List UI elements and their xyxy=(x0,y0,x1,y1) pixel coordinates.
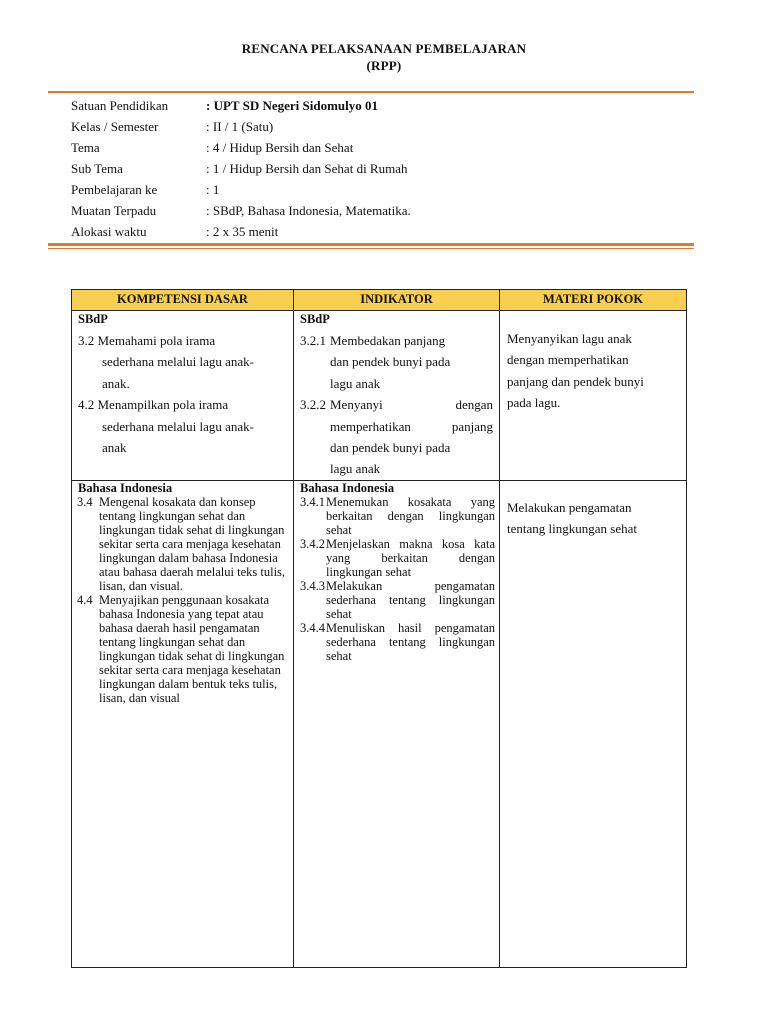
kd-text: Menyajikan penggunaan kosakata bahasa Indonesia yang tepat atau bahasa daerah hasil pengamatan tentang lingkungan sehat dan lingkungan tidak sehat di lingkungan sekitar serta cara menjaga kesehatan lingkungan dalam bentuk teks tulis, lisan, dan visual xyxy=(99,592,285,705)
indikator-cell-bahasa xyxy=(294,480,500,967)
kd-list xyxy=(72,495,293,705)
materi-line: tentang lingkungan sehat xyxy=(507,521,637,537)
section-heading: Bahasa Indonesia xyxy=(78,480,173,495)
info-value: : 1 / Hidup Bersih dan Sehat di Rumah xyxy=(206,161,408,176)
materi-line: dengan memperhatikan xyxy=(507,352,629,368)
indikator-number: 3.4.4 xyxy=(300,620,325,635)
materi-line: Melakukan pengamatan xyxy=(507,499,632,515)
kd-continuation: anak. xyxy=(102,375,130,391)
indikator-line: Membedakan panjang xyxy=(330,333,446,348)
kd-item xyxy=(72,330,293,351)
info-value: : UPT SD Negeri Sidomulyo 01 xyxy=(206,98,379,113)
section-heading: SBdP xyxy=(300,312,330,326)
info-value: : II / 1 (Satu) xyxy=(206,119,274,134)
indikator-list xyxy=(294,327,499,480)
materi-cell-sbdp xyxy=(500,311,687,481)
kd-number: 4.4 xyxy=(77,592,93,607)
info-label: Satuan Pendidikan xyxy=(71,98,169,113)
indikator-number: 3.2.2 xyxy=(300,397,326,413)
section-heading: Bahasa Indonesia xyxy=(300,480,395,495)
indikator-text: Melakukan pengamatan sederhana tentang lingkungan sehat xyxy=(326,578,495,621)
info-label: Pembelajaran ke xyxy=(71,182,158,197)
kd-text: Memahami pola irama xyxy=(97,333,216,348)
kd-number: 3.2 xyxy=(78,333,95,348)
info-value: : 1 xyxy=(206,182,220,197)
indikator-line: dan pendek bunyi pada xyxy=(330,440,451,456)
table-row-bahasa xyxy=(72,480,687,967)
info-value: : 2 x 35 menit xyxy=(206,224,279,239)
kd-number: 4.2 xyxy=(78,397,95,413)
materi-cell-bahasa xyxy=(500,480,687,967)
materi-text xyxy=(500,481,686,540)
kd-cell-sbdp xyxy=(72,311,294,481)
indikator-line: dan pendek bunyi pada xyxy=(330,354,451,370)
kd-item xyxy=(72,394,293,415)
kd-number: 3.4 xyxy=(77,494,93,509)
info-label: Kelas / Semester xyxy=(71,119,159,134)
kd-item xyxy=(72,495,293,593)
indikator-line: memperhatikan panjang xyxy=(330,418,493,434)
table-row-sbdp xyxy=(72,311,687,481)
indikator-item xyxy=(294,330,499,394)
indikator-text xyxy=(330,394,493,480)
identity-divider-thin xyxy=(48,248,694,249)
kd-cell-bahasa xyxy=(72,480,294,967)
materi-line: panjang dan pendek bunyi xyxy=(507,373,644,389)
info-label: Muatan Terpadu xyxy=(71,203,157,218)
materi-line: pada lagu. xyxy=(507,395,561,411)
header-divider xyxy=(48,91,694,93)
info-value: : 4 / Hidup Bersih dan Sehat xyxy=(206,140,354,155)
kd-continuation: anak xyxy=(102,440,127,456)
info-label: Alokasi waktu xyxy=(71,224,147,239)
indikator-number: 3.2.1 xyxy=(300,333,326,348)
header-materi-pokok: MATERI POKOK xyxy=(500,290,687,311)
indikator-text xyxy=(330,330,493,394)
indikator-item xyxy=(294,394,499,480)
document-title: RENCANA PELAKSANAAN PEMBELAJARAN xyxy=(241,41,527,56)
indikator-number: 3.4.3 xyxy=(300,578,325,593)
indikator-text: Menuliskan hasil pengamatan sederhana tentang lingkungan sehat xyxy=(326,620,495,663)
competency-table xyxy=(71,289,687,968)
kd-continuation: sederhana melalui lagu anak- xyxy=(102,418,254,434)
indikator-text: Menjelaskan makna kosa kata yang berkaitan dengan lingkungan sehat xyxy=(326,536,495,579)
indikator-number: 3.4.1 xyxy=(300,494,325,509)
indikator-number: 3.4.2 xyxy=(300,536,325,551)
info-value: : SBdP, Bahasa Indonesia, Matematika. xyxy=(206,203,411,218)
indikator-cell-sbdp xyxy=(294,311,500,481)
section-heading: SBdP xyxy=(78,312,108,326)
info-label: Tema xyxy=(71,140,100,155)
indikator-line: lagu anak xyxy=(330,461,381,477)
info-label: Sub Tema xyxy=(71,161,123,176)
indikator-line: Menyanyi dengan xyxy=(330,397,493,413)
indikator-item xyxy=(294,495,499,537)
kd-continuation: sederhana melalui lagu anak- xyxy=(102,354,254,370)
indikator-item xyxy=(294,621,499,663)
kd-text: Mengenal kosakata dan konsep tentang lingkungan sehat dan lingkungan tidak sehat di lingkungan sekitar serta cara menjaga kesehatan lingkungan dalam bahasa Indonesia atau bahasa daerah melalui teks tulis, lisan, dan visual. xyxy=(99,494,286,593)
indikator-line: lagu anak xyxy=(330,375,381,391)
kd-text: Menampilkan pola irama xyxy=(97,397,229,413)
materi-line: Menyanyikan lagu anak xyxy=(507,331,632,346)
indikator-text: Menemukan kosakata yang berkaitan dengan lingkungan sehat xyxy=(326,494,495,537)
indikator-list xyxy=(294,495,499,663)
header-kompetensi-dasar: KOMPETENSI DASAR xyxy=(72,290,294,311)
kd-list xyxy=(72,327,293,458)
materi-text xyxy=(500,311,686,414)
identity-divider-thick xyxy=(48,243,694,246)
table-header-row xyxy=(72,290,687,311)
document-subtitle: (RPP) xyxy=(366,58,402,73)
header-indikator: INDIKATOR xyxy=(294,290,500,311)
indikator-item xyxy=(294,579,499,621)
kd-item xyxy=(72,593,293,705)
indikator-item xyxy=(294,537,499,579)
